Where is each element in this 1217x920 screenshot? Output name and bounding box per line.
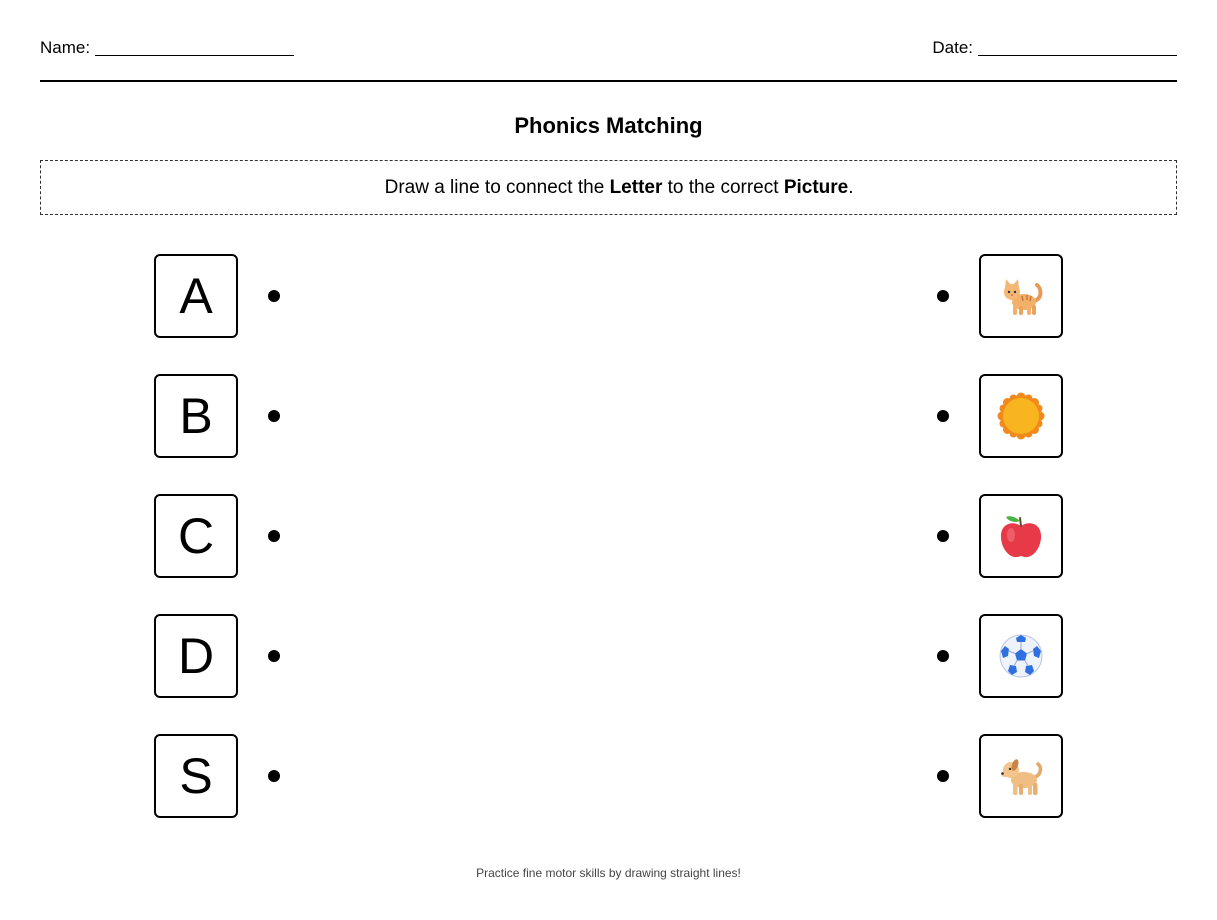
match-row [0,374,1217,458]
letter-card [154,374,238,458]
picture-connect-dot[interactable] [937,290,949,302]
match-row [0,734,1217,818]
name-field [40,38,294,58]
date-label: Date: [932,38,973,57]
letter-card [154,614,238,698]
letter-text: C [177,508,215,564]
instructions-bold-picture: Picture [783,176,849,198]
letter-card [154,494,238,578]
letter-connect-dot[interactable] [268,650,280,662]
name-label: Name: [40,38,91,57]
letter-connect-dot[interactable] [268,530,280,542]
letter-card [154,254,238,338]
instructions-text-suffix: . [848,176,854,198]
picture-connect-dot[interactable] [937,530,949,542]
letter-text: D [177,628,215,684]
instructions-bold-letter: Letter [609,176,663,198]
picture-card [979,734,1063,818]
letter-text: S [179,748,213,804]
picture-card [979,494,1063,578]
letter-connect-dot[interactable] [268,410,280,422]
instructions-box [40,160,1177,215]
letter-card [154,734,238,818]
name-write-line[interactable] [95,55,294,56]
match-row [0,494,1217,578]
header-divider [40,80,1177,82]
sun-icon [996,391,1046,441]
apple-icon [996,511,1046,561]
date-write-line[interactable] [978,55,1177,56]
picture-connect-dot[interactable] [937,410,949,422]
footer-note: Practice fine motor skills by drawing straight lines! [476,866,741,880]
picture-card [979,374,1063,458]
instructions-text-middle: to the correct [662,176,784,198]
dog-icon [996,751,1046,801]
letter-text: B [179,388,213,444]
picture-connect-dot[interactable] [937,650,949,662]
worksheet-title: Phonics Matching [514,113,703,138]
picture-card [979,254,1063,338]
picture-connect-dot[interactable] [937,770,949,782]
instructions-text-prefix: Draw a line to connect the [384,176,610,198]
date-field [932,38,1177,58]
soccer-ball-icon [996,631,1046,681]
letter-text: A [179,268,213,324]
match-row [0,254,1217,338]
cat-icon [996,271,1046,321]
letter-connect-dot[interactable] [268,770,280,782]
match-row [0,614,1217,698]
worksheet-header [40,38,1177,58]
picture-card [979,614,1063,698]
letter-connect-dot[interactable] [268,290,280,302]
